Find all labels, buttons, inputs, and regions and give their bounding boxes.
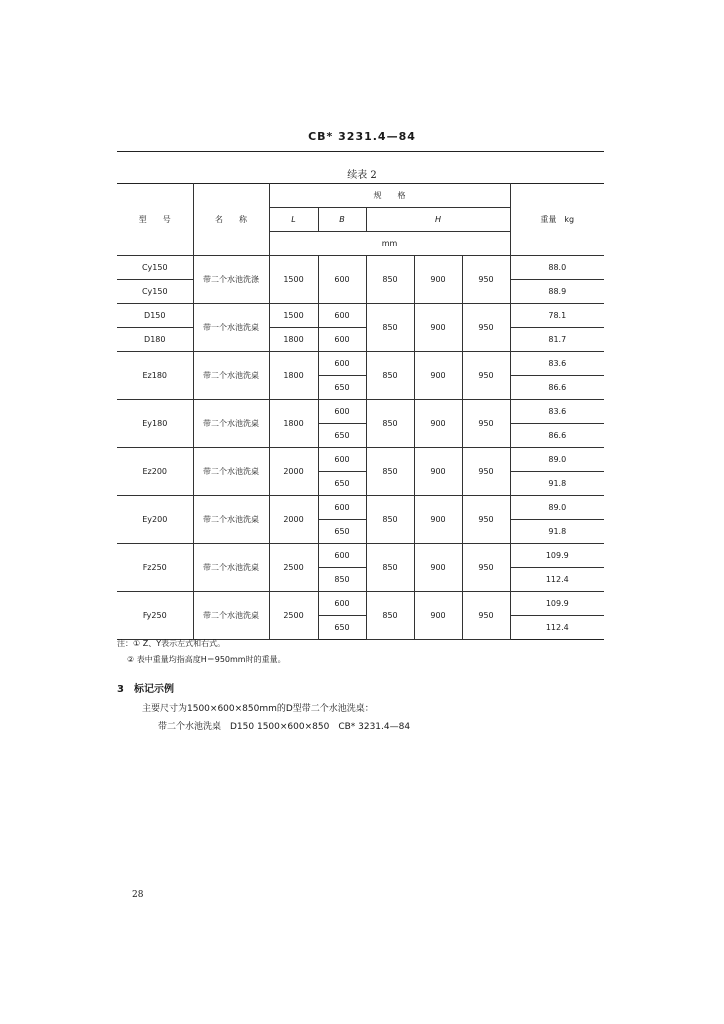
cell-weight: 88.9	[510, 280, 604, 304]
cell-weight: 109.9	[510, 592, 604, 616]
cell-H2: 900	[414, 496, 462, 544]
cell-H1: 850	[366, 352, 414, 400]
cell-H1: 850	[366, 544, 414, 592]
cell-weight: 89.0	[510, 448, 604, 472]
cell-name: 带二个水池洗桌	[193, 592, 269, 640]
cell-L: 1800	[269, 400, 318, 448]
cell-weight: 112.4	[510, 568, 604, 592]
cell-H3: 950	[462, 352, 510, 400]
cell-H1: 850	[366, 448, 414, 496]
cell-model: Cy150	[117, 256, 193, 280]
cell-L: 2500	[269, 544, 318, 592]
cell-L: 2000	[269, 448, 318, 496]
cell-weight: 91.8	[510, 472, 604, 496]
cell-L: 1800	[269, 328, 318, 352]
col-header-L: L	[269, 208, 318, 232]
cell-model: Ey180	[117, 400, 193, 448]
cell-weight: 86.6	[510, 376, 604, 400]
table-notes	[117, 636, 286, 668]
example-line: 带二个水池洗桌 D150 1500×600×850 CB* 3231.4—84	[158, 722, 411, 732]
cell-H2: 900	[414, 448, 462, 496]
cell-model: Fy250	[117, 592, 193, 640]
cell-name: 带二个水池洗桌	[193, 352, 269, 400]
spec-table	[117, 183, 604, 640]
col-header-weight: 重量 kg	[510, 184, 604, 256]
cell-B: 600	[318, 352, 366, 376]
document-code-header: CB* 3231.4—84	[308, 130, 416, 143]
cell-weight: 109.9	[510, 544, 604, 568]
cell-B: 600	[318, 544, 366, 568]
cell-H1: 850	[366, 496, 414, 544]
col-header-name: 名 称	[193, 184, 269, 256]
cell-B: 600	[318, 400, 366, 424]
cell-H3: 950	[462, 592, 510, 640]
cell-H2: 900	[414, 592, 462, 640]
cell-H3: 950	[462, 304, 510, 352]
cell-H3: 950	[462, 496, 510, 544]
cell-L: 2500	[269, 592, 318, 640]
col-header-model: 型 号	[117, 184, 193, 256]
cell-L: 1800	[269, 352, 318, 400]
cell-H2: 900	[414, 352, 462, 400]
cell-H3: 950	[462, 544, 510, 592]
cell-L: 2000	[269, 496, 318, 544]
cell-H1: 850	[366, 304, 414, 352]
header-rule	[117, 151, 604, 152]
cell-B: 600	[318, 448, 366, 472]
cell-B: 600	[318, 592, 366, 616]
cell-L: 1500	[269, 304, 318, 328]
cell-H1: 850	[366, 592, 414, 640]
cell-name: 带二个水池洗桌	[193, 400, 269, 448]
cell-H3: 950	[462, 448, 510, 496]
cell-H1: 850	[366, 400, 414, 448]
cell-B: 850	[318, 568, 366, 592]
table-caption: 续表 2	[347, 170, 377, 181]
cell-model: Ez200	[117, 448, 193, 496]
cell-name: 带二个水池洗桌	[193, 496, 269, 544]
cell-model: Ey200	[117, 496, 193, 544]
cell-name: 带二个水池洗桌	[193, 544, 269, 592]
note-line: ② 表中重量均指高度H＝950mm时的重量。	[127, 655, 286, 664]
cell-H2: 900	[414, 544, 462, 592]
cell-H2: 900	[414, 304, 462, 352]
cell-weight: 86.6	[510, 424, 604, 448]
cell-H2: 900	[414, 256, 462, 304]
cell-B: 600	[318, 496, 366, 520]
cell-model: D150	[117, 304, 193, 328]
cell-B: 600	[318, 328, 366, 352]
cell-H1: 850	[366, 256, 414, 304]
page-number: 28	[132, 890, 144, 900]
cell-weight: 78.1	[510, 304, 604, 328]
cell-H3: 950	[462, 400, 510, 448]
cell-B: 650	[318, 472, 366, 496]
example-line: 主要尺寸为1500×600×850mm的D型带二个水池洗桌：	[142, 704, 374, 714]
cell-H2: 900	[414, 400, 462, 448]
cell-B: 650	[318, 424, 366, 448]
col-header-H: H	[366, 208, 510, 232]
cell-weight: 83.6	[510, 352, 604, 376]
marking-example	[142, 700, 410, 736]
cell-B: 650	[318, 520, 366, 544]
cell-L: 1500	[269, 256, 318, 304]
cell-B: 600	[318, 256, 366, 304]
cell-weight: 81.7	[510, 328, 604, 352]
cell-model: Fz250	[117, 544, 193, 592]
cell-B: 650	[318, 376, 366, 400]
cell-H3: 950	[462, 256, 510, 304]
cell-B: 650	[318, 616, 366, 640]
cell-B: 600	[318, 304, 366, 328]
col-header-spec: 规 格	[269, 184, 510, 208]
section-title: 3 标记示例	[117, 684, 174, 695]
cell-weight: 88.0	[510, 256, 604, 280]
cell-name: 带二个水池洗桌	[193, 448, 269, 496]
cell-model: Cy150	[117, 280, 193, 304]
cell-name: 带一个水池洗桌	[193, 304, 269, 352]
cell-weight: 83.6	[510, 400, 604, 424]
col-header-unit: mm	[269, 232, 510, 256]
cell-weight: 89.0	[510, 496, 604, 520]
col-header-B: B	[318, 208, 366, 232]
cell-model: Ez180	[117, 352, 193, 400]
cell-weight: 91.8	[510, 520, 604, 544]
cell-weight: 112.4	[510, 616, 604, 640]
note-line: 注：① Z、Y表示左式和右式。	[117, 639, 226, 648]
cell-model: D180	[117, 328, 193, 352]
cell-name: 带二个水池洗涤	[193, 256, 269, 304]
